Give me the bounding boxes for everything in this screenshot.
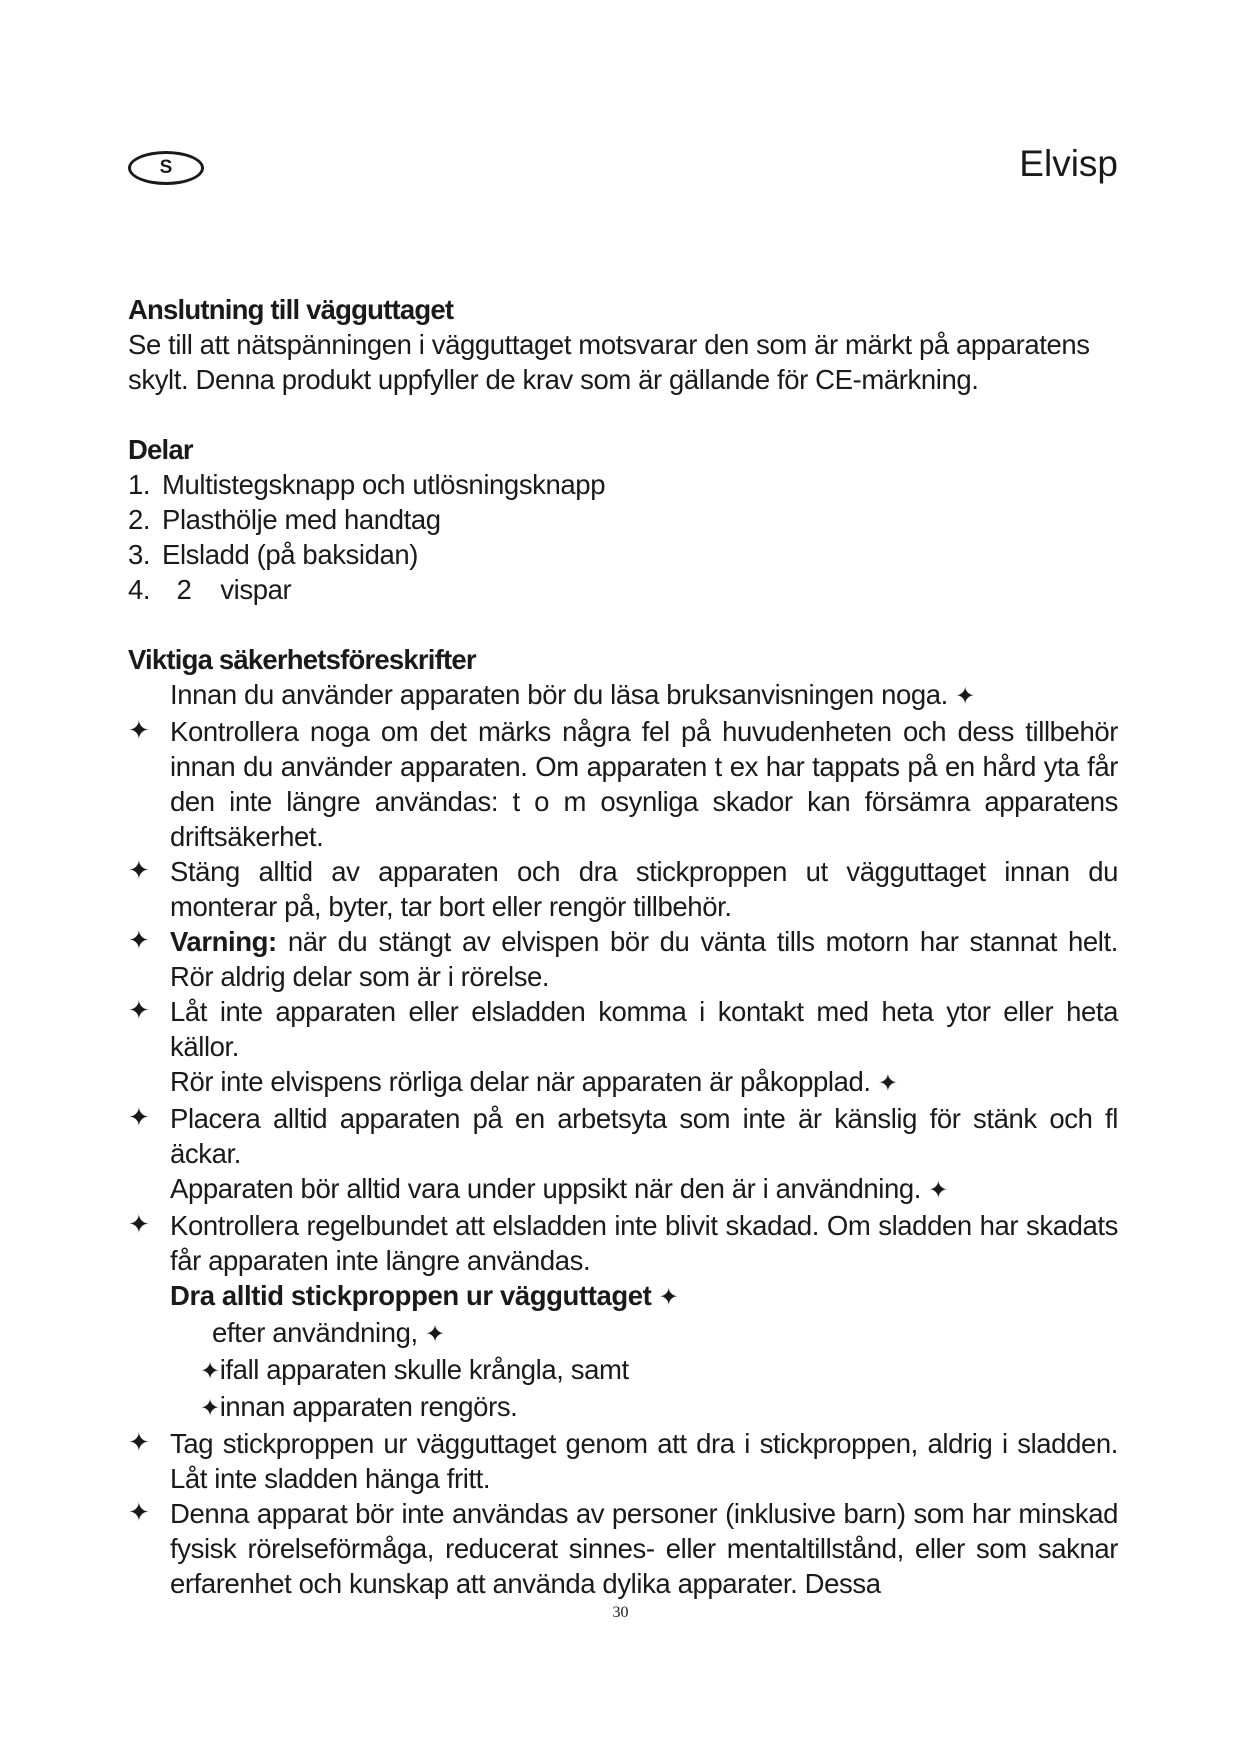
star-icon: ✦ xyxy=(200,1394,220,1422)
list-item: 4. 2 vispar xyxy=(128,574,292,605)
safety-section xyxy=(128,642,1118,1601)
star-icon: ✦ xyxy=(955,682,975,710)
safety-item: ✦ Placera alltid apparaten på en arbetsyta som inte är känslig för stänk och fl äckar. xyxy=(128,1101,1118,1171)
star-icon: ✦ xyxy=(424,1320,445,1348)
safety-item: Dra alltid stickproppen ur vägguttaget ✦ xyxy=(170,1280,679,1311)
safety-item: Apparaten bör alltid vara under uppsikt när den är i användning. ✦ xyxy=(170,1173,948,1204)
safety-subitem: efter användning, ✦ xyxy=(212,1317,445,1348)
star-icon: ✦ xyxy=(928,1176,948,1204)
star-icon: ✦ xyxy=(200,1357,220,1385)
safety-item: ✦ Kontrollera noga om det märks några fel på huvudenheten och dess tillbehör innan du använder apparaten. Om apparaten t ex har tappats på en hård yta får den inte längre användas: t o m osynliga skador kan försämra apparatens driftsäkerhet. xyxy=(128,714,1118,854)
page-content xyxy=(128,292,1118,1601)
safety-item: ✦ Stäng alltid av apparaten och dra stickproppen ut vägguttaget innan du monterar på, byter, tar bort eller rengör tillbehör. xyxy=(128,854,1118,924)
page-number: 30 xyxy=(612,1604,629,1621)
parts-heading: Delar xyxy=(128,434,193,465)
language-badge xyxy=(128,151,204,185)
list-item: 1. Multistegsknapp och utlösningsknapp xyxy=(128,469,606,500)
safety-list xyxy=(128,677,1118,1601)
safety-heading: Viktiga säkerhetsföreskrifter xyxy=(128,644,476,675)
safety-subitem: ✦innan apparaten rengörs. xyxy=(200,1391,518,1422)
safety-item: ✦ Kontrollera regelbundet att elsladden inte blivit skadad. Om sladden har skadats får apparaten inte längre användas. xyxy=(128,1208,1118,1278)
safety-item: ✦ Tag stickproppen ur vägguttaget genom att dra i stickproppen, aldrig i sladden. Låt inte sladden hänga fritt. xyxy=(128,1426,1118,1496)
safety-item: ✦ Låt inte apparaten eller elsladden komma i kontakt med heta ytor eller heta källor. xyxy=(128,994,1118,1064)
connection-section xyxy=(128,292,1118,397)
safety-item: ✦ Varning: när du stängt av elvispen bör du vänta tills motorn har stannat helt. Rör aldrig delar som är i rörelse. xyxy=(128,924,1118,994)
document-title: Elvisp xyxy=(1019,143,1118,184)
connection-heading: Anslutning till vägguttaget xyxy=(128,294,454,325)
list-item: 2. Plasthölje med handtag xyxy=(128,504,441,535)
star-icon: ✦ xyxy=(877,1069,898,1097)
list-item: 3. Elsladd (på baksidan) xyxy=(128,539,419,570)
connection-text: Se till att nätspänningen i vägguttaget motsvarar den som är märkt på apparatens skylt. Denna produkt uppfyller de krav som är gällande för CE-märkning. xyxy=(128,329,1090,395)
star-icon: ✦ xyxy=(658,1283,679,1311)
language-badge-label: S xyxy=(159,157,173,178)
safety-subitem: ✦ifall apparaten skulle krångla, samt xyxy=(200,1354,629,1385)
parts-list xyxy=(128,467,1118,607)
safety-item: Rör inte elvispens rörliga delar när apparaten är påkopplad. ✦ xyxy=(170,1066,898,1097)
safety-item: ✦ Denna apparat bör inte användas av personer (inklusive barn) som har minskad fysisk rörelseförmåga, reducerat sinnes- eller mentaltillstånd, eller som saknar erfarenhet och kunskap att använda dylika apparater. Dessa xyxy=(128,1496,1118,1601)
safety-item: Innan du använder apparaten bör du läsa bruksanvisningen noga. ✦ xyxy=(170,679,975,710)
parts-section xyxy=(128,432,1118,607)
